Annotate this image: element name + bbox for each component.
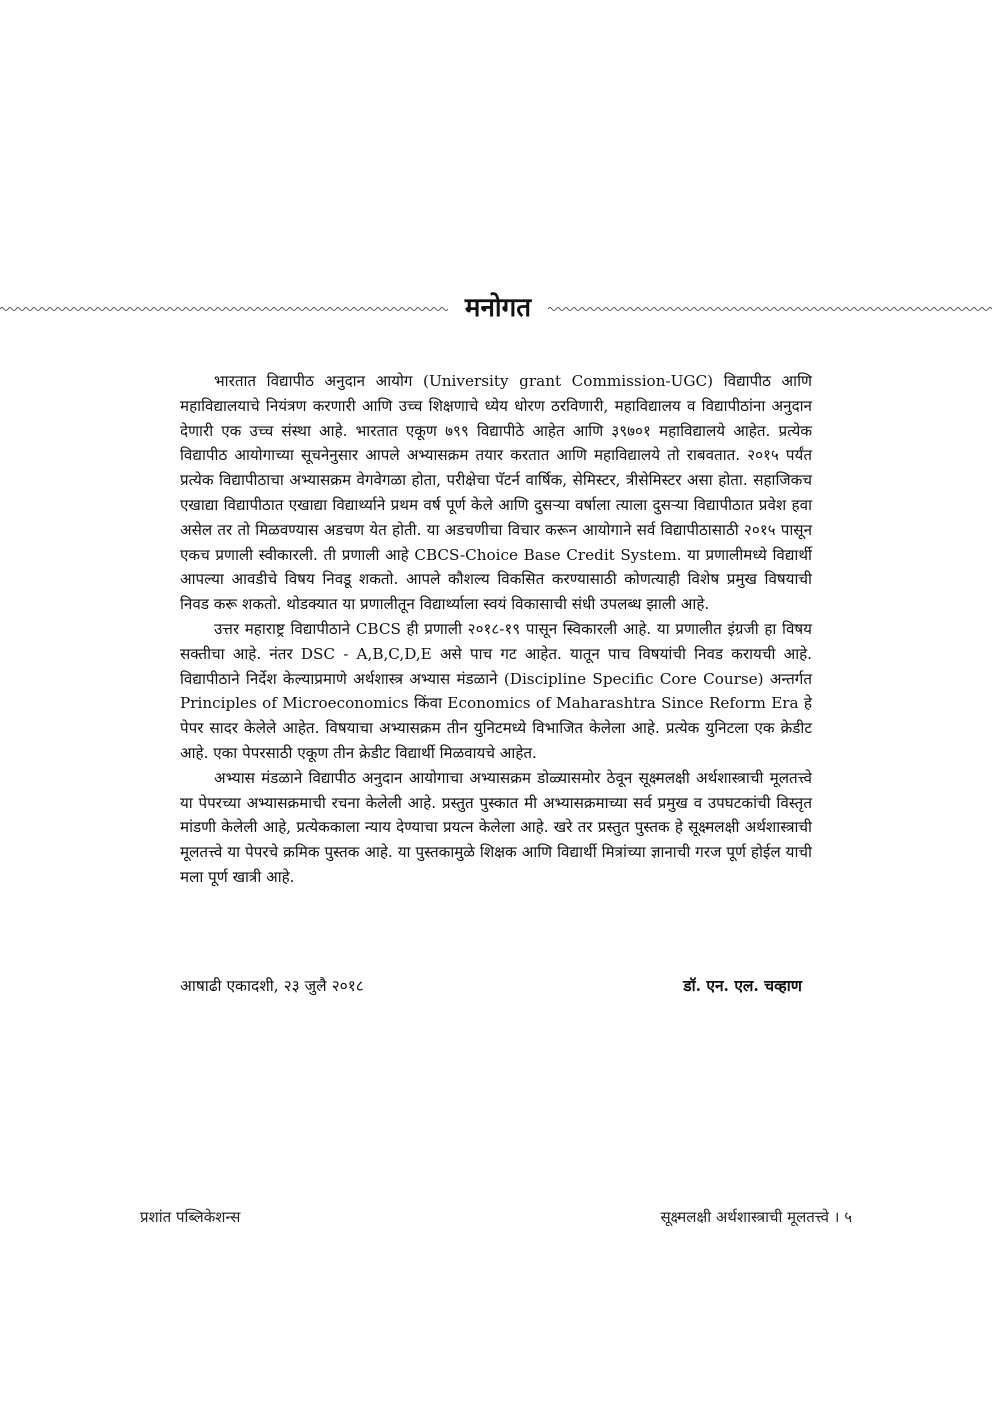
footer-publisher: प्रशांत पब्लिकेशन्स [140,1208,241,1226]
decorative-rule-left [0,306,448,312]
signoff [180,972,802,1000]
decorative-rule-right [548,306,992,312]
author-name: डॉ. एन. एल. चव्हाण [683,976,802,995]
paragraph-3: अभ्यास मंडळाने विद्यापीठ अनुदान आयोगाचा अभ्यासक्रम डोळ्यासमोर ठेवून सूक्ष्मलक्षी अर्थशास्त्राची मूलतत्त्वे या पेपरच्या अभ्यासक्रमाची रचना केलेली आहे. प्रस्तुत पुस्कात मी अभ्यासक्रमाच्या सर्व प्रमुख व उपघटकांची विस्तृत मांडणी केलेली आहे, प्रत्येककाला न्याय देण्याचा प्रयत्न केलेला आहे. खरे तर प्रस्तुत पुस्तक हे सूक्ष्मलक्षी अर्थशास्त्राची मूलतत्त्वे या पेपरचे क्रमिक पुस्तक आहे. या पुस्तकामुळे शिक्षक आणि विद्यार्थी मित्रांच्या ज्ञानाची गरज पूर्ण होईल याची मला पूर्ण खात्री आहे. [180,768,812,886]
signoff-date: आषाढी एकादशी, २३ जुलै २०१८ [180,977,364,995]
footer-book-title-page-number: सूक्ष्मलक्षी अर्थशास्त्राची मूलतत्त्वे । ५ [660,1208,852,1226]
preface-body [180,369,812,890]
page-title: मनोगत [464,293,532,323]
heading-row [0,288,992,328]
paragraph-2: उत्तर महाराष्ट्र विद्यापीठाने CBCS ही प्रणाली २०१८-१९ पासून स्विकारली आहे. या प्रणालीत इंग्रजी हा विषय सक्तीचा आहे. नंतर DSC - A,B,C,D,E असे पाच गट आहेत. यातून पाच विषयांची निवड करायची आहे. विद्यापीठाने निर्देश केल्याप्रमाणे अर्थशास्त्र अभ्यास मंडळाने (Discipline Specific Core Course) अन्तर्गत Principles of Microeconomics किंवा Economics of Maharashtra Since Reform Era हे पेपर सादर केलेले आहेत. विषयाचा अभ्यासक्रम तीन युनिटमध्ये विभाजित केलेला आहे. प्रत्येक युनिटला एक क्रेडीट आहे. एका पेपरसाठी एकूण तीन क्रेडीट विद्यार्थी मिळवायचे आहेत. [180,619,812,762]
page-footer [140,1204,852,1230]
paragraph-1: भारतात विद्यापीठ अनुदान आयोग (University grant Commission-UGC) विद्यापीठ आणि महाविद्यालयाचे नियंत्रण करणारी आणि उच्च शिक्षणाचे ध्येय धोरण ठरविणारी, महाविद्यालय व विद्यापीठांना अनुदान देणारी एक उच्च संस्था आहे. भारतात एकूण ७९९ विद्यापीठे आहेत आणि ३९७०१ महाविद्यालये आहेत. प्रत्येक विद्यापीठ आयोगाच्या सूचनेनुसार आपले अभ्यासक्रम तयार करतात आणि महाविद्यालये तो राबवतात. २०१५ पर्यंत प्रत्येक विद्यापीठाचा अभ्यासक्रम वेगवेगळा होता, परीक्षेचा पॅटर्न वार्षिक, सेमिस्टर, त्रीसेमिस्टर असा होता. सहाजिकच एखाद्या विद्यापीठात एखाद्या विद्यार्थ्याने प्रथम वर्ष पूर्ण केले आणि दुसऱ्या वर्षाला त्याला दुसऱ्या विद्यापीठात प्रवेश हवा असेल तर तो मिळवण्यास अडचण येत होती. या अडचणीचा विचार करून आयोगाने सर्व विद्यापीठासाठी २०१५ पासून एकच प्रणाली स्वीकारली. ती प्रणाली आहे CBCS-Choice Base Credit System. या प्रणालीमध्ये विद्यार्थी आपल्या आवडीचे विषय निवडू शकतो. आपले कौशल्य विकसित करण्यासाठी कोणत्याही विशेष प्रमुख विषयाची निवड करू शकतो. थोडक्यात या प्रणालीतून विद्यार्थ्याला स्वयं विकासाची संधी उपलब्ध झाली आहे. [180,372,812,614]
